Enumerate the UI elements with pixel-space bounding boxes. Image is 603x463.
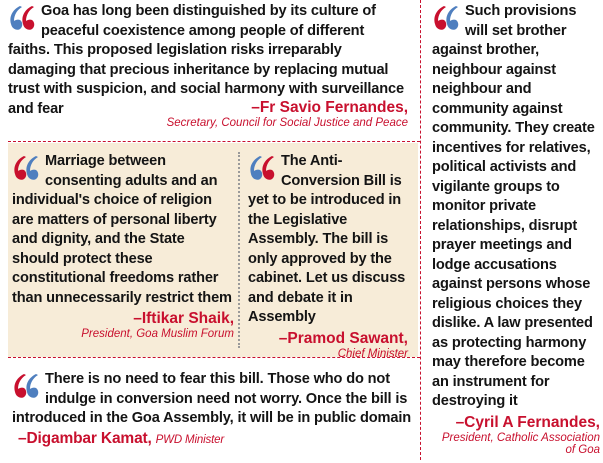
quote-cyril-fernandes <box>432 2 600 456</box>
author-title: Secretary, Council for Social Justice and Peace <box>166 117 408 129</box>
quote-mark-icon <box>12 154 40 188</box>
divider-top-left <box>8 141 420 142</box>
quote-mark-icon <box>8 4 36 38</box>
author-title: PWD Minister <box>155 433 225 446</box>
author-title: President, Goa Muslim Forum <box>81 328 234 340</box>
quote-mark-icon <box>248 154 276 188</box>
author-title: President, Catholic Association of Goa <box>441 431 600 456</box>
quote-mark-icon <box>432 4 460 38</box>
author-name: –Fr Savio Fernandes, <box>251 99 408 116</box>
quote-text: Marriage between consenting adults and an individual's choice of religion are matters of personal liberty and dignity, and the State should protect these constitutional freedoms rather than unnecessarily restrict them <box>12 153 232 306</box>
quote-iftikar-shaik <box>12 152 234 340</box>
quote-mark-icon <box>12 372 40 406</box>
quote-text <box>12 370 412 450</box>
quote-body: There is no need to fear this bill. Those who do not indulge in conversion need not worry. Once the bill is introduced in the Goa Assembly, it will be in public domain <box>12 371 412 426</box>
quote-text: Such provisions will set brother against brother, neighbour against neighbour and community against community. They create incentives for relatives, political activists and vigilante groups to monitor private relationships, disrupt prayer meetings and lodge accusations against persons whose religious choices they dislike. A law presented as protecting harmony may therefore become an instrument for destroying it <box>432 3 595 409</box>
author-name: –Digambar Kamat, <box>18 429 152 447</box>
quote-text: Goa has long been distinguished by its culture of peaceful coexistence among people of different faiths. This proposed legislation risks irreparably damaging that precious inheritance by replacing mutual trust with suspicion, and social harmony with surveillance and fear <box>8 3 404 117</box>
author-name: –Iftikar Shaik, <box>133 310 234 327</box>
divider-column <box>420 0 421 460</box>
quote-text: The Anti-Conversion Bill is yet to be introduced in the Legislative Assembly. The bill is only approved by the cabinet. Let us discuss and debate it in Assembly <box>248 153 406 325</box>
divider-panel-middle <box>238 152 240 348</box>
quote-digambar-kamat <box>12 370 412 450</box>
author-title: Chief Minister <box>337 347 408 360</box>
author-name: –Cyril A Fernandes, <box>455 413 600 431</box>
quote-pramod-sawant <box>248 152 408 360</box>
quote-savio-fernandes <box>8 2 408 129</box>
author-name: –Pramod Sawant, <box>278 329 408 347</box>
